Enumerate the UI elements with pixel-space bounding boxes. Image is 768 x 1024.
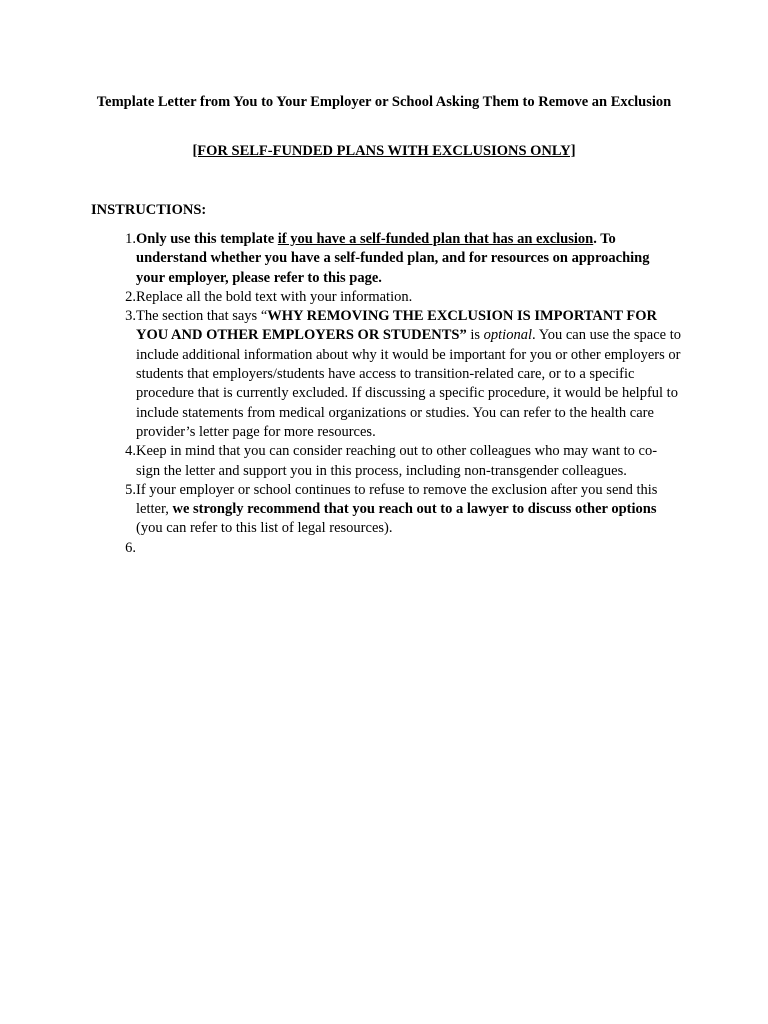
list-item-number: 1. <box>125 231 136 247</box>
item-text-bold-underlined: if you have a self-funded plan that has an exclusion <box>277 231 594 247</box>
item-text-bold: Only use this template <box>136 231 278 247</box>
list-item-number: 5. <box>125 481 136 498</box>
item-text: The section that says “ <box>136 308 268 325</box>
document-title: Template Letter from You to Your Employer or School Asking Them to Remove an Exclusion <box>96 94 672 110</box>
list-item-number: 4. <box>125 443 136 460</box>
item-text-bold: we strongly recommend that you reach out to a lawyer to discuss other options <box>172 501 657 518</box>
list-item-text <box>136 288 681 307</box>
item-text: is <box>466 327 484 344</box>
item-text-bold: . To understand whether you have a self-funded plan, and for resources on approaching your employer, please refer to this page. <box>136 231 650 286</box>
instructions-heading: INSTRUCTIONS: <box>91 202 207 218</box>
document-subtitle: [FOR SELF-FUNDED PLANS WITH EXCLUSIONS ONLY] <box>192 143 576 159</box>
list-item <box>91 307 681 442</box>
instructions-list <box>91 230 681 558</box>
item-text: Replace all the bold text with your information. <box>136 288 413 305</box>
list-item <box>91 442 681 481</box>
item-text: Keep in mind that you can consider reaching out to other colleagues who may want to co-sign the letter and support you in this process, including non-transgender colleagues. <box>136 443 658 479</box>
list-item <box>91 288 681 307</box>
list-item-text <box>136 442 681 481</box>
list-item-number: 3. <box>125 308 136 325</box>
item-text-bold: WHY REMOVING THE EXCLUSION IS IMPORTANT FOR YOU AND OTHER EMPLOYERS OR STUDENTS” <box>136 308 657 344</box>
list-item <box>91 539 681 558</box>
list-item-text <box>136 307 681 442</box>
list-item <box>91 230 681 288</box>
list-item-text <box>136 481 681 539</box>
item-text: (you can refer to this list of legal resources). <box>136 520 393 537</box>
item-text-italic: optional <box>483 327 532 344</box>
item-text: If your employer or school continues to refuse to remove the exclusion after you send this letter, <box>136 481 658 518</box>
list-item-text <box>136 230 681 288</box>
list-item <box>91 481 681 539</box>
item-text: . You can use the space to include additional information about why it would be important for you or other employers or students that employers/students have access to transition-related care, or to a specific procedure that is currently excluded. If discussing a specific procedure, it would be helpful to include statements from medical organizations or studies. You can refer to the health care provider’s letter page for more resources. <box>136 327 682 440</box>
list-item-number: 2. <box>125 288 136 305</box>
list-item-number: 6. <box>125 539 136 556</box>
